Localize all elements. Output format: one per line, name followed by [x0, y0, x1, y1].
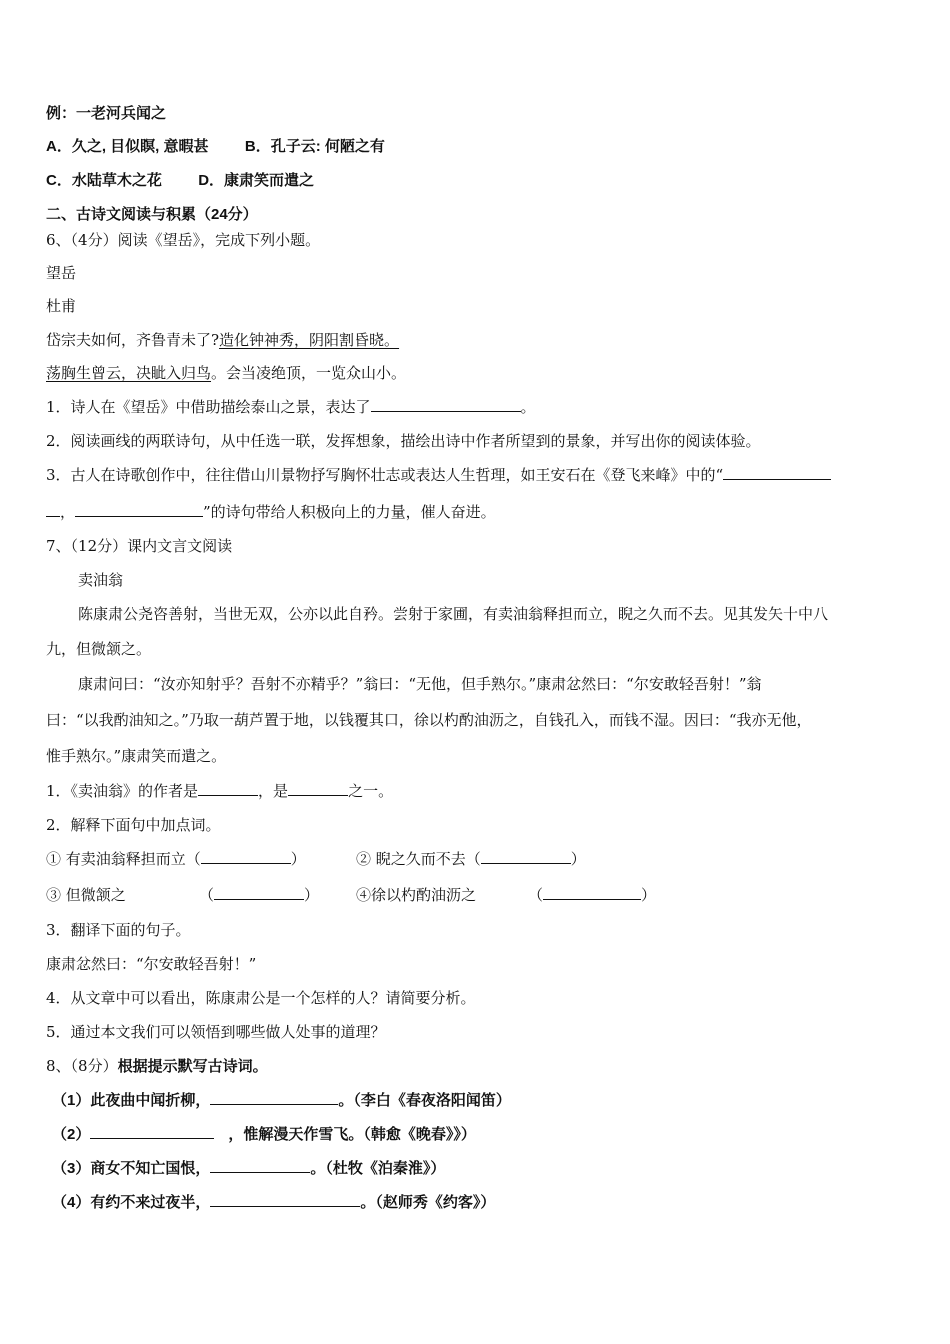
recite-line-2-text: （2） [52, 1126, 91, 1143]
recite-line-2 [52, 1124, 476, 1145]
q7-sub-1 [46, 781, 393, 801]
answer-blank[interactable] [90, 1124, 214, 1139]
q7-intro: 7、（12分）课内文言文阅读 [46, 537, 233, 555]
q6-sub-3-text: 3．古人在诗歌创作中，往往借山川景物抒写胸怀壮志或表达人生哲理，如王安石在《登飞来峰》中的“ [46, 466, 724, 484]
answer-blank[interactable] [210, 1090, 338, 1105]
q7-sub-5: 5．通过本文我们可以领悟到哪些做人处事的道理？ [46, 1023, 386, 1041]
q7-sub-1-text: 1．《卖油翁》的作者是 [46, 782, 199, 800]
q8-instruction: 根据提示默写古诗词。 [117, 1058, 268, 1075]
passage-title: 卖油翁 [78, 571, 124, 589]
q8-intro [46, 1056, 268, 1077]
poem-line-1-underlined: 造化钟神秀，阴阳割昏晓。 [219, 331, 400, 349]
section-heading: 二、古诗文阅读与积累（24分） [46, 206, 258, 223]
option-d[interactable]: D．康肃笑而遣之 [198, 172, 315, 189]
q7-sub-1-end: 之一。 [348, 782, 394, 800]
paren-open: （ [528, 886, 544, 904]
passage-p1-line-1: 陈康肃公尧咨善射，当世无双，公亦以此自矜。尝射于家圃，有卖油翁释担而立，睨之久而不去。见其发矢十中八 [78, 605, 829, 623]
paren-open: （ [199, 886, 215, 904]
poem-title: 望岳 [46, 264, 77, 282]
word-item-4 [356, 885, 476, 905]
recite-line-1 [52, 1090, 511, 1111]
recite-line-2-source: ，惟解漫天作雪飞。（韩愈《晚春》》） [228, 1126, 476, 1143]
word-item-3 [46, 885, 126, 905]
q7-sub-1-mid: ，是 [258, 782, 289, 800]
recite-line-4-source: 。（赵师秀《约客》） [360, 1194, 496, 1211]
q7-sub-3: 3．翻译下面的句子。 [46, 921, 191, 939]
poem-line-1 [46, 330, 399, 350]
recite-line-1-text: （1）此夜曲中闻折柳， [52, 1092, 211, 1109]
word-item-1-text: ① 有卖油翁释担而立（ [46, 850, 201, 868]
passage-p2-line-1: 康肃问曰：“汝亦知射乎？吾射不亦精乎？”翁曰：“无他，但手熟尔。”康肃忿然曰：“尔安敢轻吾射！”翁 [78, 675, 762, 693]
answer-blank[interactable] [371, 397, 521, 412]
word-item-2 [356, 849, 586, 869]
q6-sub-1-end: 。 [520, 398, 536, 416]
option-a[interactable]: A．久之, 目似瞑, 意暇甚 [46, 138, 209, 155]
q6-sub-1 [46, 397, 536, 417]
recite-line-4-text: （4）有约不来过夜半， [52, 1194, 211, 1211]
option-b[interactable]: B．孔子云: 何陋之有 [244, 138, 385, 155]
poem-author: 杜甫 [46, 297, 77, 315]
word-item-2-text: ② 睨之久而不去（ [356, 850, 481, 868]
passage-p1-line-2: 九，但微颔之。 [46, 640, 152, 658]
q6-sub-3-end: ”的诗句带给人积极向上的力量，催人奋进。 [203, 503, 496, 521]
example-options-row-1 [46, 137, 385, 157]
word-item-3-answer [199, 885, 319, 905]
poem-line-2-plain: 。会当凌绝顶，一览众山小。 [211, 364, 407, 382]
answer-blank[interactable] [214, 885, 304, 900]
answer-blank[interactable] [75, 502, 203, 517]
q6-sub-2: 2．阅读画线的两联诗句，从中任选一联，发挥想象，描绘出诗中作者所望到的景象，并写出你的阅读体验。 [46, 432, 761, 450]
paren-close: ） [570, 850, 586, 868]
poem-line-1-plain: 岱宗夫如何，齐鲁青未了? [46, 331, 220, 349]
recite-line-1-source: 。（李白《春夜洛阳闻笛） [338, 1092, 511, 1109]
word-item-1 [46, 849, 306, 869]
answer-blank[interactable] [288, 781, 348, 796]
paren-close: ） [304, 886, 320, 904]
word-item-4-answer [528, 885, 656, 905]
q6-sub-1-text: 1．诗人在《望岳》中借助描绘泰山之景，表达了 [46, 398, 371, 416]
example-question: 例：一老河兵闻之 [46, 105, 167, 122]
word-item-3-text: ③ 但微颔之 [46, 886, 126, 904]
paren-close: ） [641, 886, 657, 904]
q8-number: 8、（8分） [46, 1057, 118, 1075]
answer-blank[interactable] [543, 885, 641, 900]
paren-close: ） [290, 850, 306, 868]
word-item-4-text: ④徐以杓酌油沥之 [356, 886, 477, 904]
recite-line-4 [52, 1192, 495, 1213]
passage-p2-line-2: 曰：“以我酌油知之。”乃取一葫芦置于地，以钱覆其口，徐以杓酌油沥之，自钱孔入，而钱不湿。因曰：“我亦无他， [46, 711, 812, 729]
q7-sub-4: 4．从文章中可以看出，陈康肃公是一个怎样的人？请简要分析。 [46, 989, 476, 1007]
answer-blank[interactable] [210, 1158, 310, 1173]
poem-line-2-underlined: 荡胸生曾云，决眦入归鸟 [46, 364, 212, 382]
answer-blank[interactable] [210, 1192, 360, 1207]
answer-blank[interactable] [481, 849, 571, 864]
q6-sub-3-line-1 [46, 465, 831, 485]
poem-line-2 [46, 363, 406, 383]
q7-sub-2: 2．解释下面句中加点词。 [46, 816, 221, 834]
answer-blank[interactable] [723, 465, 831, 480]
q6-intro: 6、（4分）阅读《望岳》，完成下列小题。 [46, 231, 321, 249]
answer-blank[interactable] [198, 781, 258, 796]
answer-blank[interactable] [201, 849, 291, 864]
example-options-row-2 [46, 171, 314, 191]
translate-sentence: 康肃忿然曰：“尔安敢轻吾射！” [46, 955, 257, 973]
q6-sub-3-line-2 [46, 502, 496, 522]
q6-sub-3-comma: ， [60, 503, 76, 521]
recite-line-3-text: （3）商女不知亡国恨， [52, 1160, 211, 1177]
option-c[interactable]: C．水陆草木之花 [46, 172, 162, 189]
recite-line-3-source: 。（杜牧《泊秦淮》） [310, 1160, 446, 1177]
recite-line-3 [52, 1158, 445, 1179]
passage-p2-line-3: 惟手熟尔。”康肃笑而遣之。 [46, 747, 227, 765]
answer-blank[interactable] [46, 502, 60, 517]
